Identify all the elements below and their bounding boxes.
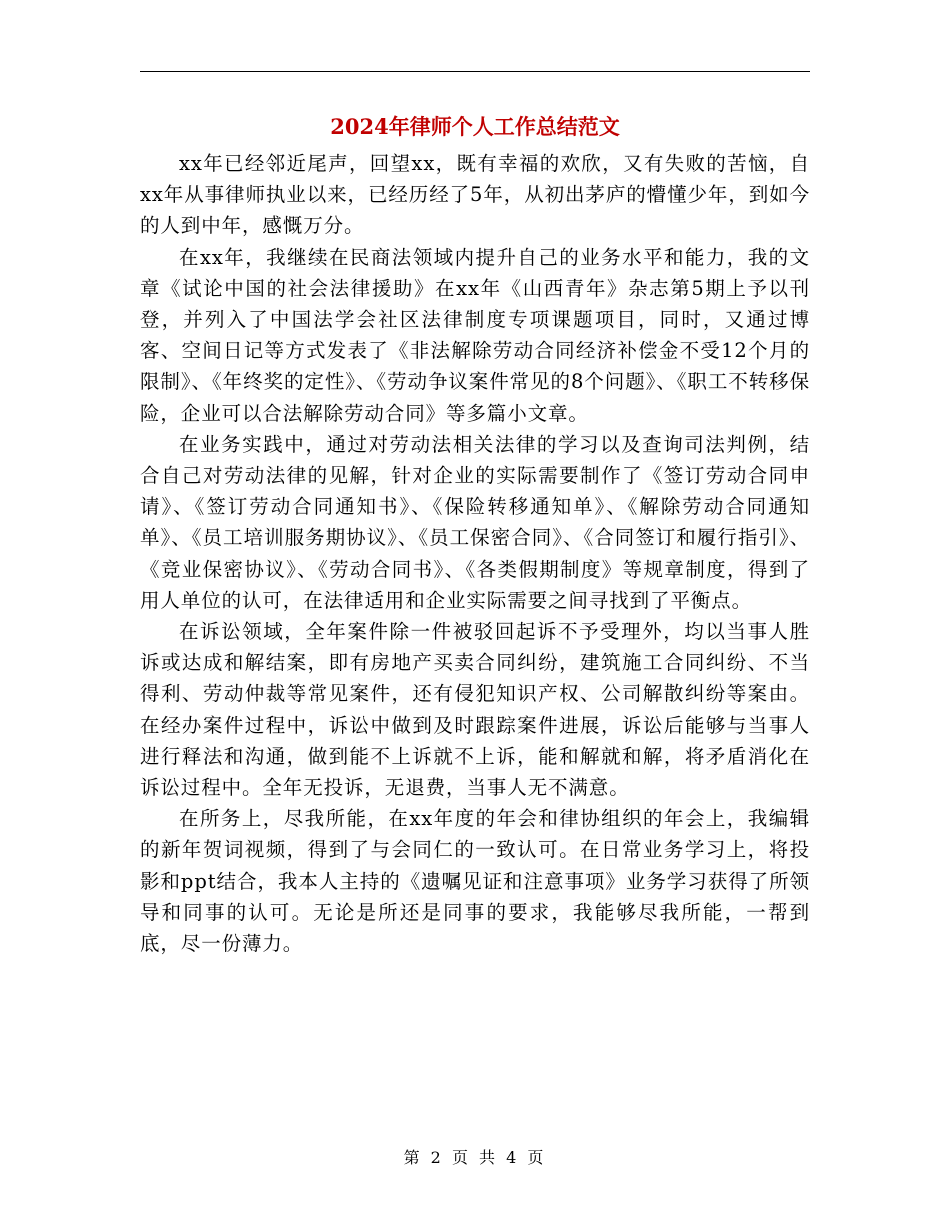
paragraph-2: 在xx年，我继续在民商法领域内提升自己的业务水平和能力，我的文章《试论中国的社会法律援助》在xx年《山西青年》杂志第5期上予以刊登，并列入了中国法学会社区法律制度专项课题项目，同时，又通过博客、空间日记等方式发表了《非法解除劳动合同经济补偿金不受12个月的限制》、《年终奖的定性》、《劳动争议案件常见的8个问题》、《职工不转移保险，企业可以合法解除劳动合同》等多篇小文章。 (140, 245, 810, 425)
paragraph-3: 在业务实践中，通过对劳动法相关法律的学习以及查询司法判例，结合自己对劳动法律的见解，针对企业的实际需要制作了《签订劳动合同申请》、《签订劳动合同通知书》、《保险转移通知单》、《解除劳动合同通知单》、《员工培训服务期协议》、《员工保密合同》、《合同签订和履行指引》、《竞业保密协议》、《劳动合同书》、《各类假期制度》等规章制度，得到了用人单位的认可，在法律适用和企业实际需要之间寻找到了平衡点。 (140, 432, 810, 612)
header-rule (140, 71, 810, 72)
document-title: 2024年律师个人工作总结范文 (330, 114, 620, 139)
paragraph-5: 在所务上，尽我所能，在xx年度的年会和律协组织的年会上，我编辑的新年贺词视频，得到了与会同仁的一致认可。在日常业务学习上，将投影和ppt结合，我本人主持的《遗嘱见证和注意事项》业务学习获得了所领导和同事的认可。无论是所还是同事的要求，我能够尽我所能，一帮到底，尽一份薄力。 (140, 807, 810, 956)
document-body (140, 148, 810, 959)
page-footer: 第 2 页 共 4 页 (403, 1148, 547, 1167)
paragraph-1: xx年已经邻近尾声，回望xx，既有幸福的欢欣，又有失败的苦恼，自xx年从事律师执业以来，已经历经了5年，从初出茅庐的懵懂少年，到如今的人到中年，感慨万分。 (140, 152, 810, 238)
paragraph-4: 在诉讼领域，全年案件除一件被驳回起诉不予受理外，均以当事人胜诉或达成和解结案，即有房地产买卖合同纠纷，建筑施工合同纠纷、不当得利、劳动仲裁等常见案件，还有侵犯知识产权、公司解散纠纷等案由。在经办案件过程中，诉讼中做到及时跟踪案件进展，诉讼后能够与当事人进行释法和沟通，做到能不上诉就不上诉，能和解就和解，将矛盾消化在诉讼过程中。全年无投诉，无退费，当事人无不满意。 (140, 620, 810, 800)
